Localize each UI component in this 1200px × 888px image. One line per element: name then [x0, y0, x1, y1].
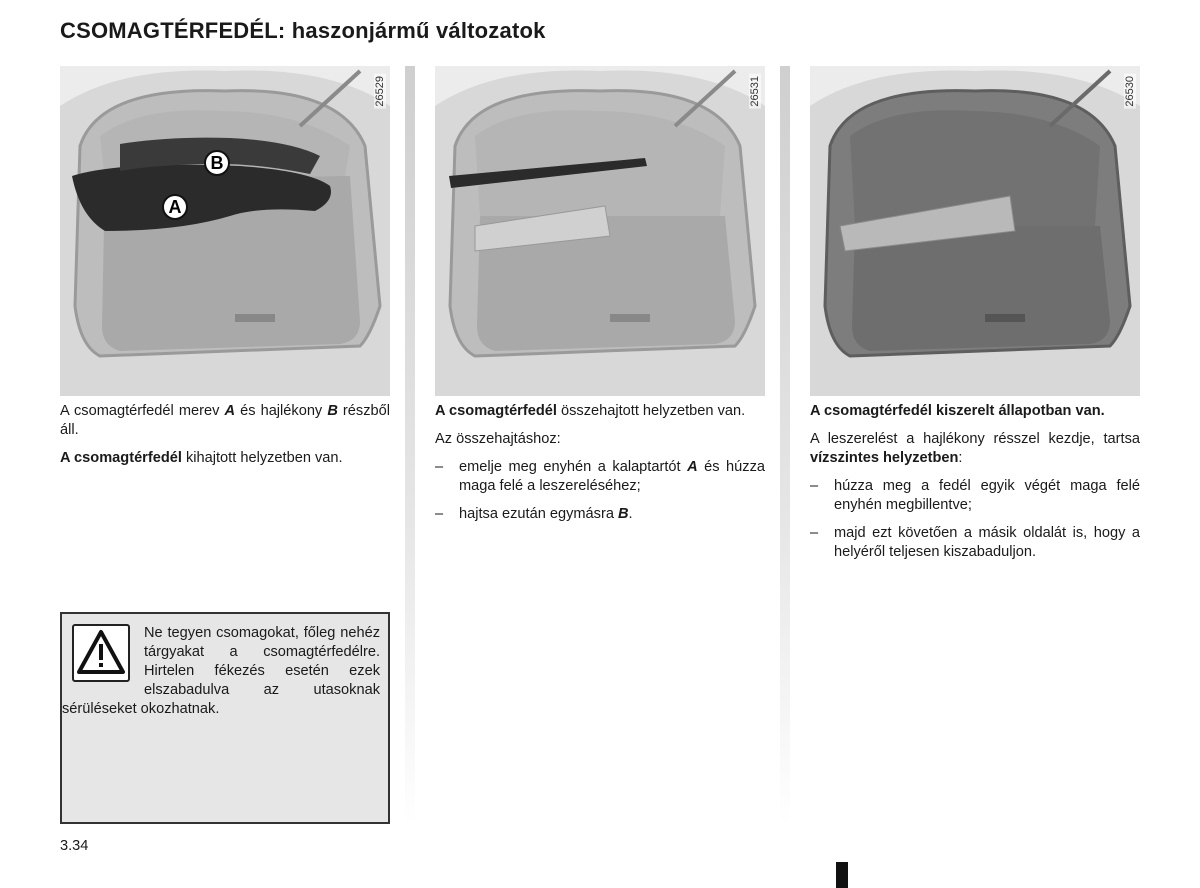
warning-text-wrap: [62, 624, 380, 719]
removal-paragraph: [810, 430, 1140, 468]
folding-intro: Az összehajtáshoz:: [435, 431, 561, 447]
trunk-photo-2: [435, 66, 765, 396]
list-item: [810, 477, 1140, 515]
trunk-photo-3: [810, 66, 1140, 396]
label-b-marker: B: [210, 153, 224, 173]
text-run: A csomagtérfedél merev: [60, 403, 225, 419]
column-1-text: [60, 402, 390, 477]
icon-spacer: [62, 624, 144, 688]
removed-heading: A csomagtérfedél kiszerelt állapotban van.: [810, 403, 1105, 419]
dash-bullet: –: [435, 506, 444, 522]
bold-run: A csomagtérfedél: [435, 403, 557, 419]
column-3-text: [810, 402, 1140, 571]
text-run: :: [958, 450, 963, 466]
label-a-marker: A: [168, 197, 182, 217]
photo-code: 26531: [749, 76, 761, 107]
page-title: CSOMAGTÉRFEDÉL: haszonjármű változatok: [60, 18, 546, 43]
column-divider-2: [780, 66, 790, 826]
text-run: húzza meg a fedél egyik végét maga felé enyhén megbillentve;: [834, 478, 1140, 513]
part-b-ref: B: [618, 506, 629, 522]
photo-code: 26530: [1124, 76, 1136, 107]
folded-paragraph: [435, 402, 765, 421]
part-a-ref: A: [687, 459, 698, 475]
bold-run: vízszintes helyzetben: [810, 450, 959, 466]
dash-bullet: –: [435, 459, 444, 475]
list-item: [810, 524, 1140, 562]
dash-bullet: –: [810, 478, 819, 494]
text-run: majd ezt követően a másik oldalát is, hogy a helyéről teljesen kiszabaduljon.: [834, 525, 1140, 560]
text-run: és húzza maga felé a leszereléséhez;: [459, 459, 766, 494]
part-b-ref: B: [327, 403, 338, 419]
warning-text: Ne tegyen csomagokat, főleg nehéz tárgyakat a csomagtérfedélre. Hirtelen fékezés esetén ezek elszabadulva az utasoknak sérüléseket okozhatnak.: [62, 625, 380, 717]
text-run: hajtsa ezután egymásra: [459, 506, 618, 522]
bold-run: A csomagtérfedél: [60, 450, 182, 466]
text-run: részből áll.: [60, 403, 390, 438]
trunk-illustration-extended: [60, 66, 390, 396]
column-divider-1: [405, 66, 415, 826]
parts-paragraph: [60, 402, 390, 440]
page-edge-mark: [836, 862, 848, 888]
dash-bullet: –: [810, 525, 819, 541]
text-run: .: [628, 506, 633, 522]
text-run: emelje meg enyhén a kalaptartót: [459, 459, 688, 475]
trunk-illustration-folded: [435, 66, 765, 396]
text-run: és hajlékony: [235, 403, 328, 419]
warning-box: [60, 612, 390, 824]
page-number: 3.34: [60, 838, 89, 854]
part-a-ref: A: [224, 403, 236, 419]
text-run: A leszerelést a hajlékony résszel kezdje, tartsa: [810, 431, 1140, 447]
list-item: [435, 505, 765, 524]
text-run: kihajtott helyzetben van.: [181, 450, 343, 466]
extended-paragraph: [60, 449, 390, 468]
column-2-text: [435, 402, 765, 533]
photo-code: 26529: [374, 76, 386, 107]
trunk-photo-1: [60, 66, 390, 396]
text-run: összehajtott helyzetben van.: [556, 403, 746, 419]
trunk-illustration-removed: [810, 66, 1140, 396]
list-item: [435, 458, 765, 496]
